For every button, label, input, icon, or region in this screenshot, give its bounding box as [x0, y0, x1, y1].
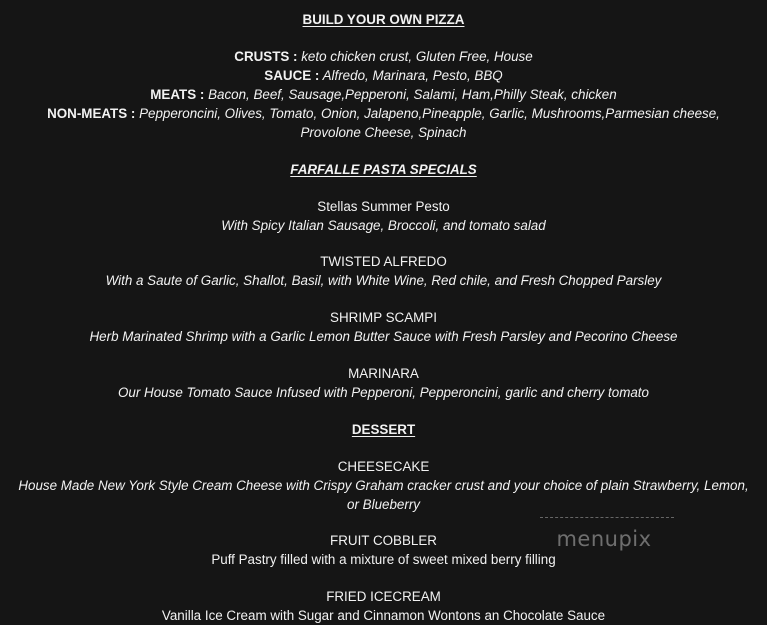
sauce-text: Alfredo, Marinara, Pesto, BBQ [319, 68, 503, 83]
pasta-heading: FARFALLE PASTA SPECIALS [290, 162, 477, 177]
meats-label: MEATS : [150, 87, 205, 102]
pasta-item-name: Stellas Summer Pesto [317, 199, 450, 214]
dessert-item-desc: Puff Pastry filled with a mixture of sweet mixed berry filling [211, 552, 556, 567]
dessert-item-desc-2: or Blueberry [347, 497, 420, 512]
dessert-heading: DESSERT [351, 422, 416, 437]
dessert-item-desc: Vanilla Ice Cream with Sugar and Cinnamon Wontons an Chocolate Sauce [161, 608, 606, 623]
pasta-item-desc: With Spicy Italian Sausage, Broccoli, and tomato salad [221, 218, 546, 233]
pasta-item-desc: With a Saute of Garlic, Shallot, Basil, with White Wine, Red chile, and Fresh Chopped Parsley [105, 273, 662, 288]
crusts-label: CRUSTS : [234, 49, 298, 64]
dessert-item-name: FRIED ICECREAM [326, 589, 441, 604]
dessert-item-name: CHEESECAKE [337, 459, 430, 474]
nonmeats-label: NON-MEATS : [47, 106, 136, 121]
sauce-label: SAUCE : [264, 68, 320, 83]
nonmeats-line-2: Provolone Cheese, Spinach [300, 125, 467, 140]
nonmeats-text: Pepperoncini, Olives, Tomato, Onion, Jalapeno,Pineapple, Garlic, Mushrooms,Parmesian cheese, [135, 106, 720, 121]
meats-text: Bacon, Beef, Sausage,Pepperoni, Salami, Ham,Philly Steak, chicken [204, 87, 617, 102]
crusts-text: keto chicken crust, Gluten Free, House [297, 49, 533, 64]
pasta-item-name: MARINARA [348, 366, 419, 381]
dessert-item-desc: House Made New York Style Cream Cheese with Crispy Graham cracker crust and your choice of plain Strawberry, Lemon, [18, 478, 749, 493]
crusts-line [0, 47, 767, 66]
watermark-text: menupix [556, 527, 652, 551]
pasta-item-desc: Herb Marinated Shrimp with a Garlic Lemon Butter Sauce with Fresh Parsley and Pecorino Cheese [89, 329, 678, 344]
meats-line [0, 85, 767, 104]
pasta-item-name: SHRIMP SCAMPI [330, 310, 437, 325]
dessert-item-name: FRUIT COBBLER [330, 533, 437, 548]
watermark-dashed-rule [540, 517, 674, 518]
nonmeats-line [0, 104, 767, 123]
pizza-heading: BUILD YOUR OWN PIZZA [302, 12, 465, 27]
pasta-item-name: TWISTED ALFREDO [320, 254, 447, 269]
pasta-item-desc: Our House Tomato Sauce Infused with Pepperoni, Pepperoncini, garlic and cherry tomato [118, 385, 649, 400]
sauce-line [0, 66, 767, 85]
menupix-watermark [534, 527, 674, 557]
